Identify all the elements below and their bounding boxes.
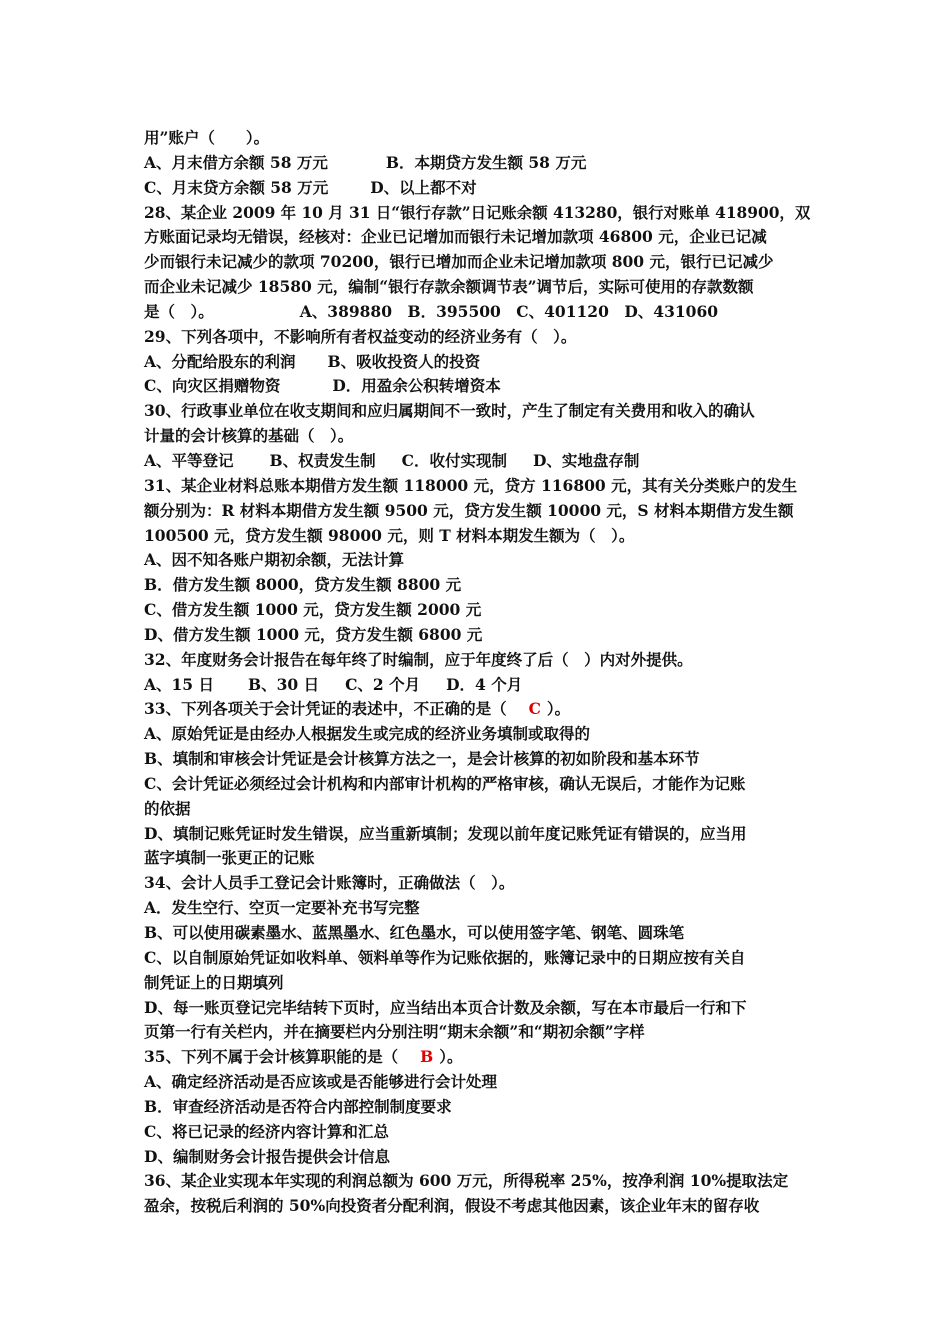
text-line: 计量的会计核算的基础（ ）。	[144, 426, 354, 446]
text-line: 盈余，按税后利润的 50%向投资者分配利润，假设不考虑其他因素，该企业年末的留存收	[144, 1196, 760, 1216]
text-line: 用”账户（ ）。	[144, 128, 270, 147]
question-text	[144, 126, 810, 1219]
text-line: 而企业未记减少 18580 元，编制“银行存款余额调节表”调节后，实际可使用的存款数额	[144, 277, 754, 297]
option-line: D、每一账页登记完毕结转下页时，应当结出本页合计数及余额，写在本市最后一行和下	[144, 997, 747, 1017]
text-line: 34、会计人员手工登记会计账簿时，正确做法（ ）。	[144, 873, 515, 893]
option-line: A、月末借方余额 58 万元 B．本期贷方发生额 58 万元	[144, 152, 587, 172]
text-line: 30、行政事业单位在收支期间和应归属期间不一致时，产生了制定有关费用和收入的确认	[144, 401, 755, 421]
text-line: 方账面记录均无错误，经核对：企业已记增加而银行未记增加款项 46800 元，企业已记减	[144, 227, 767, 247]
option-line: A、15 日 B、30 日 C、2 个月 D．4 个月	[144, 674, 523, 694]
option-line: A、原始凭证是由经办人根据发生或完成的经济业务填制或取得的	[144, 724, 591, 744]
text-line: 100500 元，贷方发生额 98000 元，则 T 材料本期发生额为（ ）。	[144, 525, 635, 545]
option-line: D、借方发生额 1000 元，贷方发生额 6800 元	[144, 624, 483, 644]
text-line: 29、下列各项中，不影响所有者权益变动的经济业务有（ ）。	[144, 326, 577, 346]
option-line: C、以自制原始凭证如收料单、领料单等作为记账依据的，账簿记录中的日期应按有关自	[144, 947, 746, 967]
text-line: 28、某企业 2009 年 10 月 31 日“银行存款”日记账余额 413280，银行对账单 418900，双	[144, 202, 811, 222]
option-line: A、分配给股东的利润 B、吸收投资人的投资	[144, 351, 481, 371]
option-line: C、会计凭证必须经过会计机构和内部审计机构的严格审核，确认无误后，才能作为记账	[144, 773, 746, 793]
text-line: 制凭证上的日期填列	[144, 972, 284, 992]
option-line: A、平等登记 B、权责发生制 C．收付实现制 D、实地盘存制	[144, 450, 640, 470]
text-line: 的依据	[144, 798, 191, 818]
option-line: C、借方发生额 1000 元，贷方发生额 2000 元	[144, 600, 482, 620]
option-line: C、月末贷方余额 58 万元 D、以上都不对	[144, 177, 477, 197]
option-line: D、填制记账凭证时发生错误，应当重新填制；发现以前年度记账凭证有错误的，应当用	[144, 823, 747, 843]
text-line: 额分别为：R 材料本期借方发生额 9500 元，贷方发生额 10000 元，S 材料本期借方发生额	[144, 500, 794, 520]
option-line: 是（ ）。 A、389880 B．395500 C、401120 D、431060	[144, 301, 719, 321]
text-line: 35、下列不属于会计核算职能的是（ B ）。	[144, 1047, 463, 1067]
option-line: B．借方发生额 8000，贷方发生额 8800 元	[144, 575, 462, 595]
text-line: 蓝字填制一张更正的记账	[144, 848, 315, 868]
option-line: C、将已记录的经济内容计算和汇总	[144, 1121, 389, 1141]
option-line: A、确定经济活动是否应该或是否能够进行会计处理	[144, 1072, 498, 1092]
option-line: D、编制财务会计报告提供会计信息	[144, 1146, 390, 1166]
answer-mark: C	[528, 699, 541, 719]
option-line: A、因不知各账户期初余额，无法计算	[144, 550, 405, 570]
text-line: 32、年度财务会计报告在每年终了时编制，应于年度终了后（ ）内对外提供。	[144, 649, 693, 669]
option-line: B、填制和审核会计凭证是会计核算方法之一，是会计核算的初如阶段和基本环节	[144, 749, 700, 769]
option-line: B．审查经济活动是否符合内部控制制度要求	[144, 1096, 452, 1116]
text-line: 33、下列各项关于会计凭证的表述中，不正确的是（ C ）。	[144, 699, 571, 719]
option-line: C、向灾区捐赠物资 D．用盈余公积转增资本	[144, 376, 501, 396]
text-line: 36、某企业实现本年实现的利润总额为 600 万元，所得税率 25%，按净利润 10%提取法定	[144, 1171, 789, 1191]
option-line: B、可以使用碳素墨水、蓝黑墨水、红色墨水，可以使用签字笔、钢笔、圆珠笔	[144, 923, 685, 942]
answer-mark: B	[420, 1047, 434, 1067]
text-line: 少而银行未记减少的款项 70200，银行已增加而企业未记增加款项 800 元，银行已记减少	[144, 252, 774, 272]
text-line: 页第一行有关栏内，并在摘要栏内分别注明“期末余额”和“期初余额”字样	[144, 1022, 645, 1042]
text-line: 31、某企业材料总账本期借方发生额 118000 元，贷方 116800 元，其有关分类账户的发生	[144, 475, 798, 495]
option-line: A．发生空行、空页一定要补充书写完整	[144, 898, 420, 918]
